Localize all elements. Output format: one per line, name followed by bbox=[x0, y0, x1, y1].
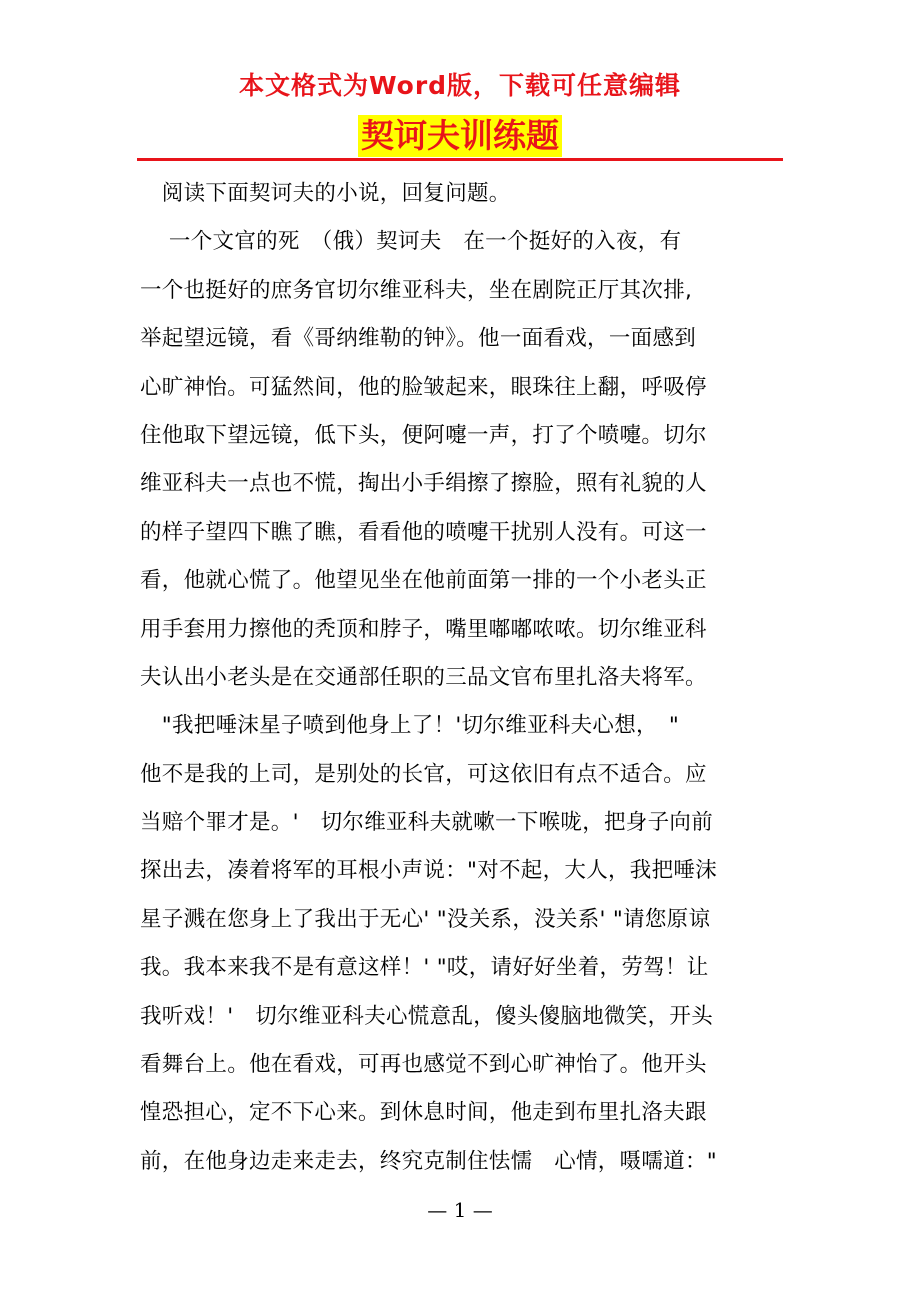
text-line: 用手套用力擦他的秃顶和脖子，嘴里嘟嘟哝哝。切尔维亚科 bbox=[140, 616, 707, 642]
text-line: 举起望远镜，看《哥纳维勒的钟》。他一面看戏，一面感到 bbox=[140, 326, 697, 352]
text-line: 当赔个罪才是。' 切尔维亚科夫就嗽一下喉咙，把身子向前 bbox=[140, 810, 714, 836]
text-line: 惶恐担心，定不下心来。到休息时间，他走到布里扎洛夫跟 bbox=[140, 1100, 707, 1126]
document-title: 契诃夫训练题 bbox=[358, 115, 562, 157]
text-line: 一个也挺好的庶务官切尔维亚科夫，坐在剧院正厅其次排, bbox=[140, 277, 693, 303]
format-notice: 本文格式为Word版，下载可任意编辑 bbox=[238, 71, 682, 100]
text-line: 看舞台上。他在看戏，可再也感觉不到心旷神怡了。他开头 bbox=[140, 1052, 707, 1078]
text-line: 阅读下面契诃夫的小说，回复问题。 bbox=[140, 181, 511, 206]
text-line: 的样子望四下瞧了瞧，看看他的喷嚏干扰别人没有。可这一 bbox=[140, 519, 707, 545]
text-line: 看，他就心慌了。他望见坐在他前面第一排的一个小老头正 bbox=[140, 568, 707, 594]
text-line: 他不是我的上司，是别处的长官，可这依旧有点不适合。应 bbox=[140, 761, 707, 787]
text-line: 心旷神怡。可猛然间，他的脸皱起来，眼珠往上翻，呼吸停 bbox=[140, 374, 707, 400]
text-line: 前，在他身边走来走去，终究克制住怯懦 心情，嗫嚅道：" bbox=[140, 1148, 717, 1174]
text-line: 住他取下望远镜，低下头，便阿嚏一声，打了个喷嚏。切尔 bbox=[140, 422, 707, 448]
text-line: 探出去，凑着将军的耳根小声说："对不起，大人，我把唾沫 bbox=[140, 858, 717, 884]
text-line: 我。我本来我不是有意这样！' "哎，请好好坐着，劳驾！让 bbox=[140, 955, 709, 981]
text-line: 一个文官的死 （俄）契诃夫 在一个挺好的入夜，有 bbox=[140, 229, 682, 255]
header-divider bbox=[137, 158, 783, 161]
body-text bbox=[140, 170, 800, 1186]
text-line: "我把唾沫星子喷到他身上了！'切尔维亚科夫心想， " bbox=[140, 713, 680, 739]
text-line: 我听戏！' 切尔维亚科夫心慌意乱，傻头傻脑地微笑，开头 bbox=[140, 1003, 714, 1029]
text-line: 星子溅在您身上了我出于无心' "没关系，没关系' "请您原谅 bbox=[140, 906, 711, 932]
text-line: 维亚科夫一点也不慌，掏出小手绢擦了擦脸，照有礼貌的人 bbox=[140, 471, 707, 497]
text-line: 夫认出小老头是在交通部任职的三品文官布里扎洛夫将军。 bbox=[140, 664, 707, 690]
title-container bbox=[0, 115, 920, 157]
page-number: — 1 — bbox=[427, 1198, 493, 1222]
